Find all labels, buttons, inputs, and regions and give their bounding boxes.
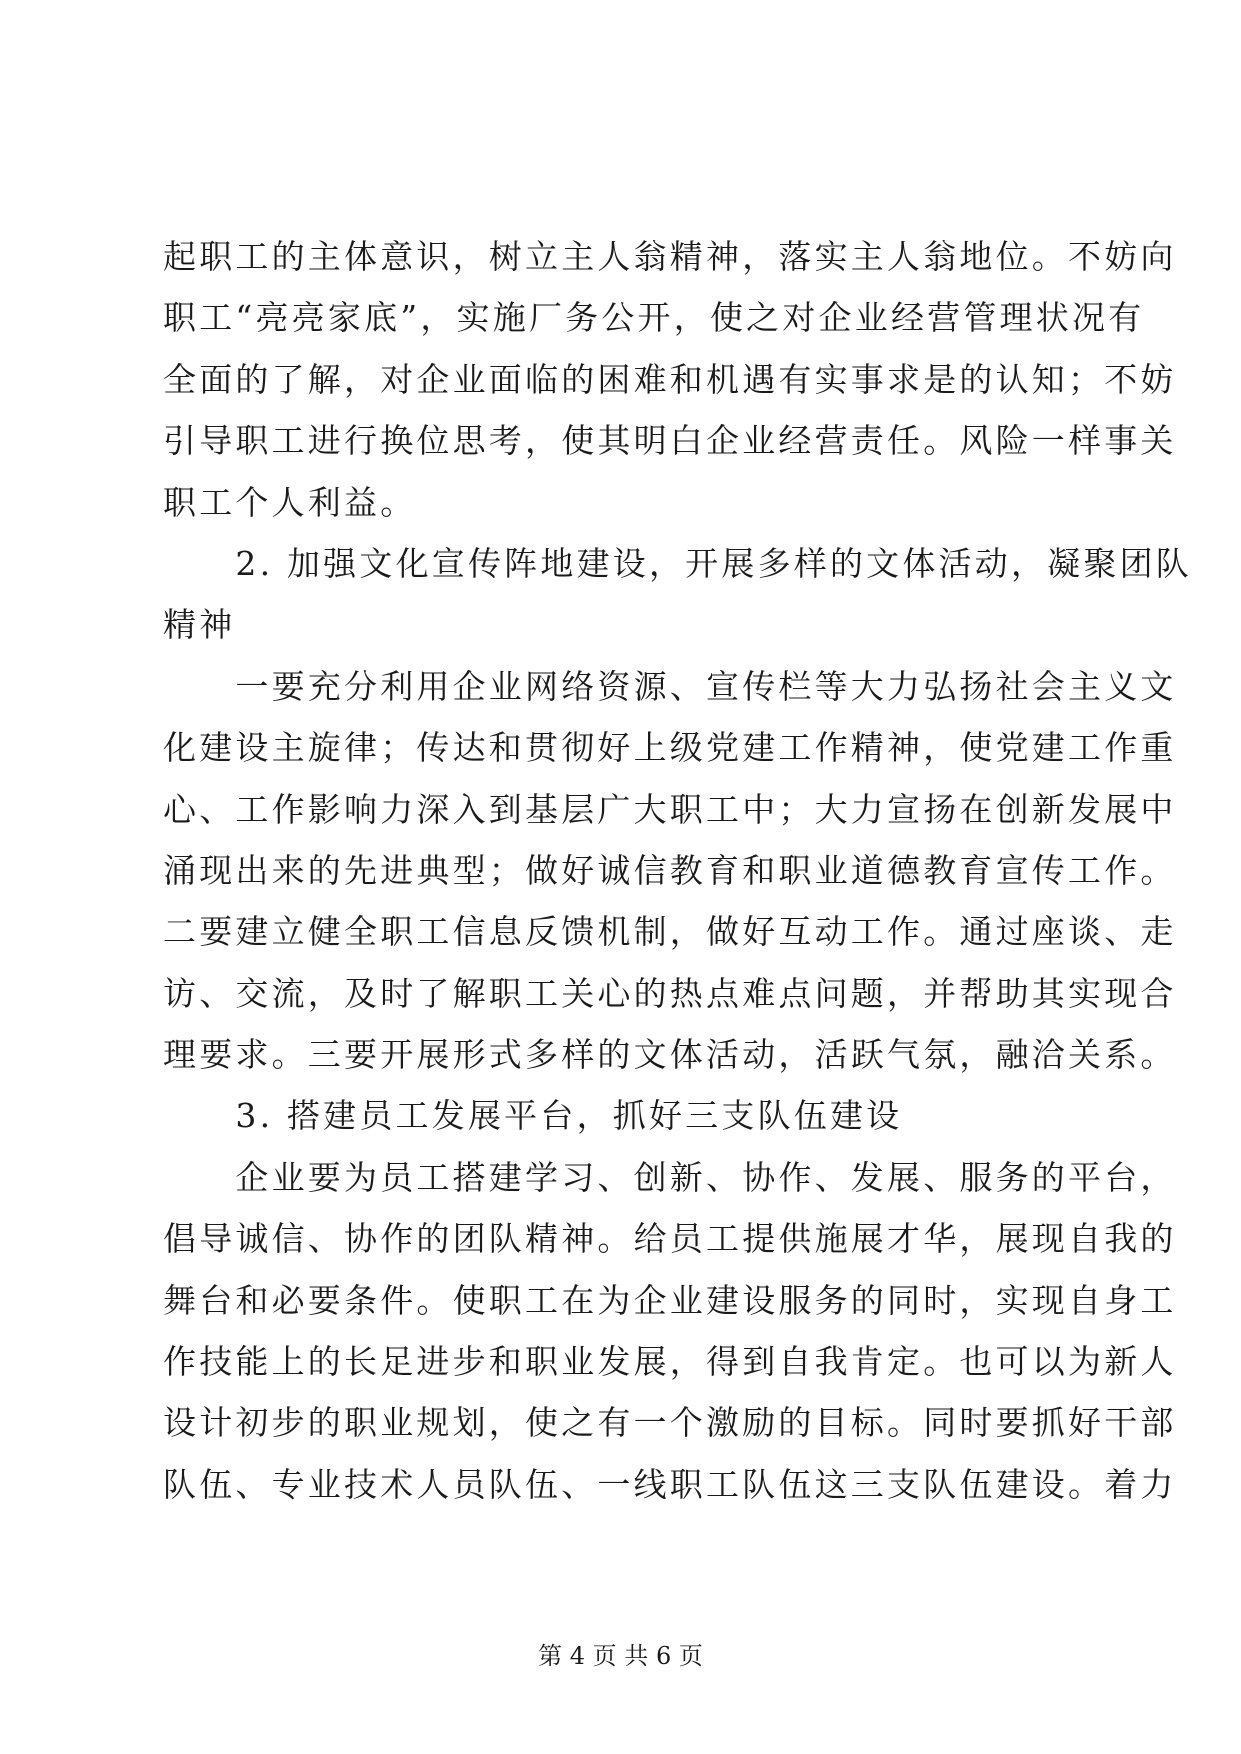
text-line: 理要求。三要开展形式多样的文体活动，活跃气氛，融洽关系。 [163, 1035, 1177, 1075]
text-line: 心、工作影响力深入到基层广大职工中；大力宣扬在创新发展中 [163, 789, 1177, 829]
text-line: 访、交流，及时了解职工关心的热点难点问题，并帮助其实现合 [163, 973, 1177, 1013]
text-line: 化建设主旋律；传达和贯彻好上级党建工作精神，使党建工作重 [163, 728, 1177, 768]
section-heading-2: 2. 加强文化宣传阵地建设，开展多样的文体活动，凝聚团队 [163, 543, 1192, 583]
section-heading-3: 3. 搭建员工发展平台，抓好三支队伍建设 [163, 1096, 903, 1136]
page-number-footer: 第 4 页 共 6 页 [538, 1642, 703, 1670]
text-line: 起职工的主体意识，树立主人翁精神，落实主人翁地位。不妨向 [163, 237, 1177, 276]
text-line: 全面的了解，对企业面临的困难和机遇有实事求是的认知；不妨 [163, 359, 1177, 399]
text-line: 职工“亮亮家底”，实施厂务公开，使之对企业经营管理状况有 [163, 298, 1145, 338]
text-line: 队伍、专业技术人员队伍、一线职工队伍这三支队伍建设。着力 [163, 1464, 1177, 1504]
text-line: 二要建立健全职工信息反馈机制，做好互动工作。通过座谈、走 [163, 912, 1177, 952]
text-line: 企业要为员工搭建学习、创新、协作、发展、服务的平台， [163, 1157, 1177, 1197]
text-line: 一要充分利用企业网络资源、宣传栏等大力弘扬社会主义文 [163, 666, 1177, 706]
section-heading-2-continued: 精神 [163, 605, 236, 645]
text-line: 作技能上的长足进步和职业发展，得到自我肯定。也可以为新人 [163, 1342, 1177, 1382]
text-line: 舞台和必要条件。使职工在为企业建设服务的同时，实现自身工 [163, 1280, 1177, 1320]
text-line: 职工个人利益。 [163, 482, 417, 522]
text-line: 倡导诚信、协作的团队精神。给员工提供施展才华，展现自我的 [163, 1219, 1177, 1259]
body-text [163, 226, 1192, 1515]
text-line: 设计初步的职业规划，使之有一个激励的目标。同时要抓好干部 [163, 1403, 1177, 1443]
text-line: 引导职工进行换位思考，使其明白企业经营责任。风险一样事关 [163, 421, 1177, 461]
text-line: 涌现出来的先进典型；做好诚信教育和职业道德教育宣传工作。 [163, 850, 1177, 890]
